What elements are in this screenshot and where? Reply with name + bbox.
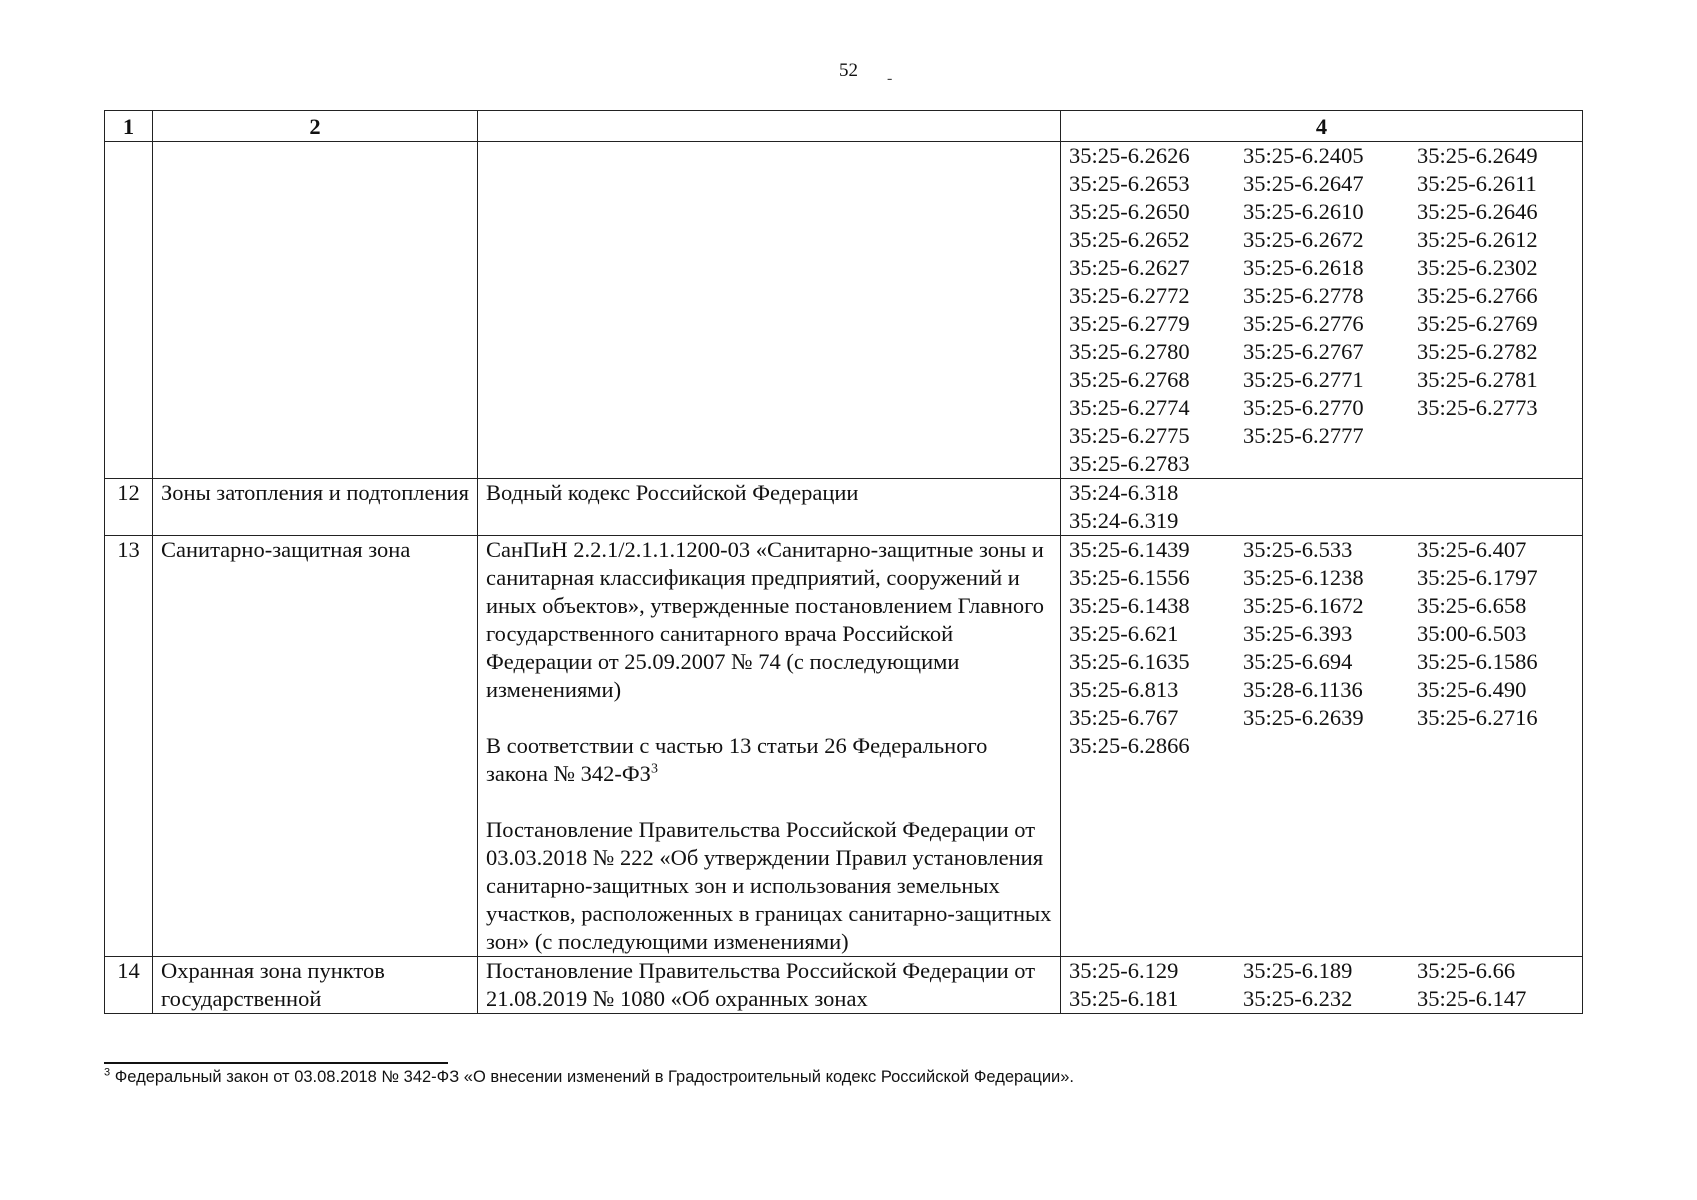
cadastral-id: 35:25-6.2778 (1243, 283, 1364, 308)
cadastral-id: 35:25-6.813 (1069, 677, 1179, 702)
cadastral-id: 35:25-6.1238 (1243, 565, 1364, 590)
legal-basis-paragraph (486, 536, 1052, 704)
cadastral-id (1417, 422, 1591, 450)
legal-basis (478, 479, 1061, 536)
row-number: 12 (105, 479, 153, 536)
cadastral-id: 35:25-6.147 (1417, 986, 1527, 1011)
cadastral-id: 35:25-6.490 (1417, 677, 1527, 702)
cadastral-id: 35:25-6.2405 (1243, 143, 1364, 168)
footnote-ref: 3 (650, 761, 658, 777)
cadastral-id: 35:25-6.694 (1243, 649, 1353, 674)
cadastral-id-grid (1069, 536, 1574, 760)
footnote (104, 1066, 1074, 1088)
cadastral-id: 35:25-6.2768 (1069, 367, 1190, 392)
cadastral-id: 35:25-6.2612 (1417, 227, 1538, 252)
cadastral-id: 35:25-6.2611 (1417, 171, 1537, 196)
cadastral-id (1417, 479, 1591, 507)
cadastral-id: 35:25-6.232 (1243, 986, 1353, 1011)
cadastral-id (1417, 450, 1591, 478)
legal-basis-text: Постановление Правительства Российской Федерации от 03.03.2018 № 222 «Об утверждении Правил установления санитарно-защитных зон и использования земельных участков, расположенных в границах санитарно-защитных зон» (с последующими изменениями) (486, 817, 1052, 954)
cadastral-id (1417, 732, 1591, 760)
cadastral-id: 35:25-6.533 (1243, 537, 1353, 562)
cadastral-id (1417, 507, 1591, 535)
cadastral-id: 35:25-6.393 (1243, 621, 1353, 646)
cadastral-id: 35:25-6.1439 (1069, 537, 1190, 562)
legal-basis-paragraph (486, 732, 1052, 788)
cadastral-id: 35:00-6.503 (1417, 621, 1527, 646)
cadastral-ids (1061, 536, 1583, 957)
legal-basis-paragraph (486, 479, 1052, 507)
cadastral-id: 35:25-6.1556 (1069, 565, 1190, 590)
cadastral-ids (1061, 479, 1583, 536)
cadastral-id: 35:24-6.318 (1069, 480, 1179, 505)
cadastral-id: 35:25-6.2783 (1069, 451, 1190, 476)
cadastral-id: 35:25-6.2672 (1243, 227, 1364, 252)
legal-basis (478, 142, 1061, 479)
cadastral-id: 35:25-6.407 (1417, 537, 1527, 562)
cadastral-id: 35:25-6.2774 (1069, 395, 1190, 420)
cadastral-id: 35:25-6.621 (1069, 621, 1179, 646)
cadastral-id: 35:25-6.2650 (1069, 199, 1190, 224)
cadastral-id: 35:25-6.658 (1417, 593, 1527, 618)
cadastral-id: 35:24-6.319 (1069, 508, 1179, 533)
cadastral-id (1243, 479, 1417, 507)
legal-basis-paragraph (486, 957, 1052, 1013)
legal-basis (478, 957, 1061, 1014)
legal-basis-text: Водный кодекс Российской Федерации (486, 480, 859, 505)
zone-name (153, 142, 478, 479)
cadastral-id: 35:25-6.66 (1417, 958, 1516, 983)
table-row (105, 957, 1583, 1014)
zones-table (104, 110, 1583, 1014)
cadastral-id: 35:25-6.2773 (1417, 395, 1538, 420)
cadastral-id: 35:25-6.2781 (1417, 367, 1538, 392)
row-number: 13 (105, 536, 153, 957)
cadastral-id: 35:25-6.767 (1069, 705, 1179, 730)
footnote-divider (104, 1062, 448, 1064)
table-row (105, 142, 1583, 479)
table-row (105, 479, 1583, 536)
row-number: 14 (105, 957, 153, 1014)
cadastral-id: 35:25-6.1672 (1243, 593, 1364, 618)
cadastral-id-grid (1069, 957, 1574, 1013)
table-header-row (105, 111, 1583, 142)
cadastral-id: 35:25-6.2652 (1069, 227, 1190, 252)
cadastral-id: 35:25-6.189 (1243, 958, 1353, 983)
cadastral-id: 35:25-6.2610 (1243, 199, 1364, 224)
cadastral-ids (1061, 957, 1583, 1014)
zone-name: Охранная зона пунктов государственной (153, 957, 478, 1014)
cadastral-id: 35:25-6.2627 (1069, 255, 1190, 280)
cadastral-id: 35:25-6.2782 (1417, 339, 1538, 364)
cadastral-id: 35:25-6.2626 (1069, 143, 1190, 168)
header-col-4: 4 (1061, 111, 1583, 142)
cadastral-id: 35:25-6.1797 (1417, 565, 1538, 590)
cadastral-id-grid (1069, 479, 1574, 535)
zone-name: Зоны затопления и подтопления (153, 479, 478, 536)
page-number: 52 (839, 60, 858, 81)
cadastral-ids (1061, 142, 1583, 479)
table-row (105, 536, 1583, 957)
stray-mark: - (887, 70, 893, 87)
cadastral-id (1243, 507, 1417, 535)
cadastral-id (1243, 450, 1417, 478)
cadastral-id: 35:25-6.2766 (1417, 283, 1538, 308)
cadastral-id: 35:25-6.2771 (1243, 367, 1364, 392)
cadastral-id: 35:28-6.1136 (1243, 677, 1363, 702)
cadastral-id: 35:25-6.2769 (1417, 311, 1538, 336)
cadastral-id: 35:25-6.2639 (1243, 705, 1364, 730)
legal-basis-text: В соответствии с частью 13 статьи 26 Федерального закона № 342-ФЗ (486, 733, 988, 786)
cadastral-id: 35:25-6.2302 (1417, 255, 1538, 280)
cadastral-id: 35:25-6.181 (1069, 986, 1179, 1011)
zone-name: Санитарно-защитная зона (153, 536, 478, 957)
cadastral-id: 35:25-6.129 (1069, 958, 1179, 983)
cadastral-id: 35:25-6.2779 (1069, 311, 1190, 336)
cadastral-id: 35:25-6.2716 (1417, 705, 1538, 730)
cadastral-id: 35:25-6.2776 (1243, 311, 1364, 336)
cadastral-id-grid (1069, 142, 1574, 478)
cadastral-id: 35:25-6.2780 (1069, 339, 1190, 364)
cadastral-id: 35:25-6.2866 (1069, 733, 1190, 758)
cadastral-id: 35:25-6.2775 (1069, 423, 1190, 448)
legal-basis-text: Постановление Правительства Российской Федерации от 21.08.2019 № 1080 «Об охранных зонах (486, 958, 1036, 1011)
cadastral-id: 35:25-6.2770 (1243, 395, 1364, 420)
header-col-2: 2 (153, 111, 478, 142)
cadastral-id: 35:25-6.1586 (1417, 649, 1538, 674)
cadastral-id: 35:25-6.2777 (1243, 423, 1364, 448)
cadastral-id: 35:25-6.2649 (1417, 143, 1538, 168)
row-number (105, 142, 153, 479)
legal-basis-text: СанПиН 2.2.1/2.1.1.1200-03 «Санитарно-защитные зоны и санитарная классификация предприятий, сооружений и иных объектов», утвержденные постановлением Главного государственного санитарного врача Российской Федерации от 25.09.2007 № 74 (с последующими изменениями) (486, 537, 1045, 702)
cadastral-id: 35:25-6.2767 (1243, 339, 1364, 364)
cadastral-id (1243, 732, 1417, 760)
legal-basis (478, 536, 1061, 957)
header-col-3 (478, 111, 1061, 142)
cadastral-id: 35:25-6.2618 (1243, 255, 1364, 280)
cadastral-id: 35:25-6.2646 (1417, 199, 1538, 224)
footnote-marker: 3 (104, 1066, 111, 1079)
cadastral-id: 35:25-6.2772 (1069, 283, 1190, 308)
cadastral-id: 35:25-6.1438 (1069, 593, 1190, 618)
header-col-1: 1 (105, 111, 153, 142)
cadastral-id: 35:25-6.1635 (1069, 649, 1190, 674)
cadastral-id: 35:25-6.2653 (1069, 171, 1190, 196)
legal-basis-paragraph (486, 816, 1052, 956)
cadastral-id: 35:25-6.2647 (1243, 171, 1364, 196)
footnote-text: Федеральный закон от 03.08.2018 № 342-ФЗ «О внесении изменений в Градостроительный кодекс Российской Федерации». (110, 1068, 1075, 1086)
